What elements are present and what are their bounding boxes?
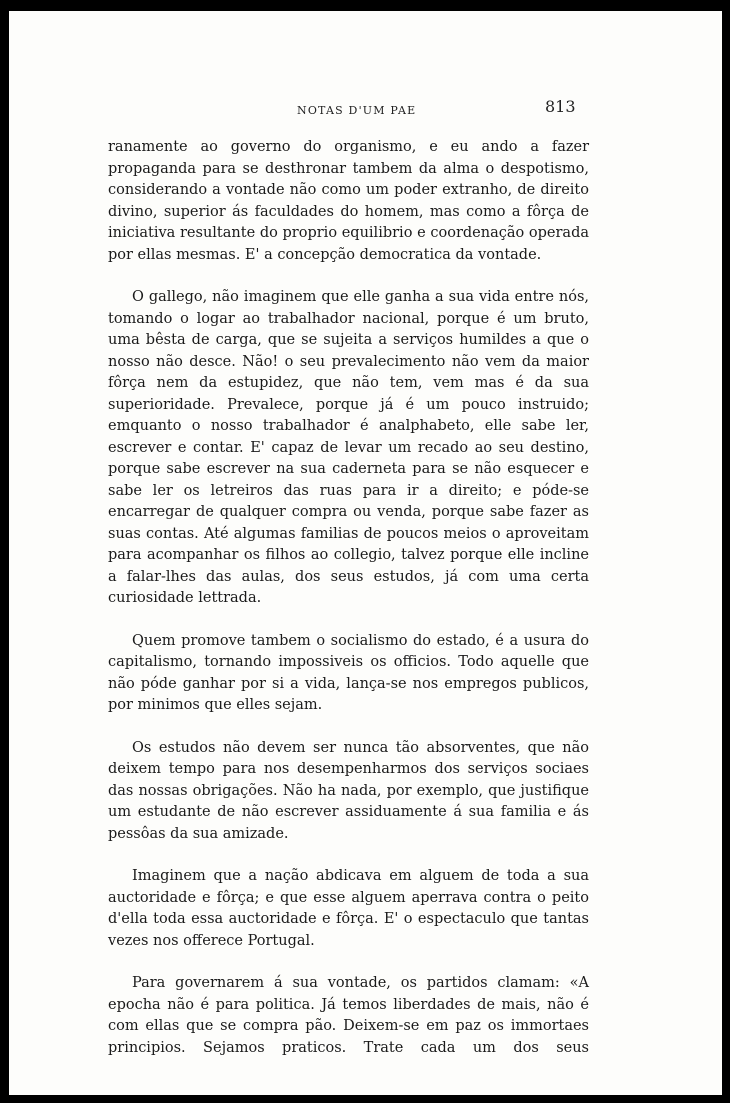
paragraph: ranamente ao governo do organismo, e eu ando a fazer propaganda para se desthronar tambem da alma o despotismo, considerando a vontade não como um poder extranho, de direito divino, superior ás faculdades do homem, mas como a fôrça de iniciativa resultante do proprio equilibrio e coordenação operada por ellas mesmas. E' a concepção democratica da vontade. [108, 139, 589, 263]
paragraph: Imaginem que a nação abdicava em alguem de toda a sua auctoridade e fôrça; e que esse alguem aperrava contra o peito d'ella toda essa auctoridade e fôrça. E' o espectaculo que tantas vezes nos offerece Portugal. [108, 868, 589, 949]
paragraph: Quem promove tambem o socialismo do estado, é a usura do capitalismo, tornando impossiveis os officios. Todo aquelle que não póde ganhar por si a vida, lança-se nos empregos publicos, por minimos que elles sejam. [108, 632, 589, 713]
running-header: NOTAS D'UM PAE [297, 104, 417, 117]
paragraph: Para governarem á sua vontade, os partidos clamam: «A epocha não é para politica. Já temos liberdades de mais, não é com ellas que se compra pão. Deixem-se em paz os immortaes principios. Sejamos praticos. Trate cada um dos seus [108, 975, 589, 1056]
page-number: 813 [545, 97, 576, 116]
book-page [9, 11, 722, 1095]
page-body [108, 137, 589, 1080]
paragraph: O gallego, não imaginem que elle ganha a sua vida entre nós, tomando o logar ao trabalhador nacional, porque é um bruto, uma bêsta de carga, que se sujeita a serviços humildes a que o nosso não desce. Não! o seu prevalecimento não vem da maior fôrça nem da estupidez, que não tem, vem mas é da sua superioridade. Prevalece, porque já é um pouco instruido; emquanto o nosso trabalhador é analphabeto, elle sabe ler, escrever e contar. E' capaz de levar um recado ao seu destino, porque sabe escrever na sua caderneta para se não esquecer e sabe ler os letreiros das ruas para ir a direito; e póde-se encarregar de qualquer compra ou venda, porque sabe fazer as suas contas. Até algumas familias de poucos meios o aproveitam para acompanhar os filhos ao collegio, talvez porque elle incline a falar-lhes das aulas, dos seus estudos, já com uma certa curiosidade lettrada. [108, 289, 589, 606]
paragraph: Os estudos não devem ser nunca tão absorventes, que não deixem tempo para nos desempenharmos dos serviços sociaes das nossas obrigações. Não ha nada, por exemplo, que justifique um estudante de não escrever assiduamente á sua familia e ás pessôas da sua amizade. [108, 739, 589, 842]
